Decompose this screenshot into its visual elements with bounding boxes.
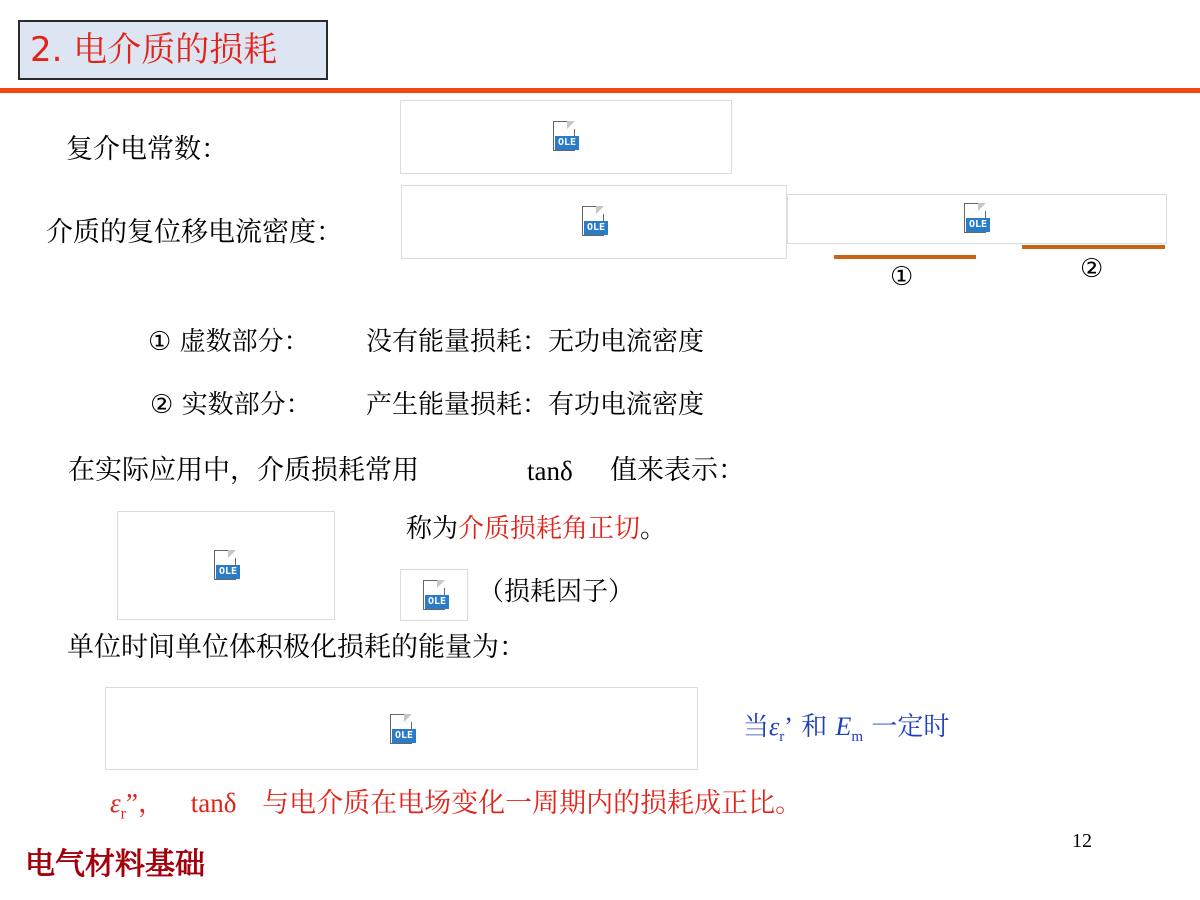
practice-suffix: 值来表示： bbox=[610, 455, 745, 486]
imag-part-label: ① 虚数部分： bbox=[148, 327, 310, 357]
ole-object-displacement[interactable] bbox=[401, 185, 787, 259]
slide-title: 2. 电介质的损耗 bbox=[30, 30, 278, 70]
imag-part-desc: 没有能量损耗：无功电流密度 bbox=[366, 327, 705, 357]
ole-object-loss-factor[interactable] bbox=[400, 569, 468, 621]
complex-displacement-label: 介质的复位移电流密度： bbox=[46, 217, 343, 248]
complex-permittivity-label: 复介电常数： bbox=[66, 134, 228, 165]
underline-real-term bbox=[1022, 245, 1165, 249]
practice-prefix: 在实际应用中，介质损耗常用 bbox=[68, 455, 419, 486]
condition-note: 当$\varepsilon_r$’ 和 $E_m$ 一定时 bbox=[743, 712, 950, 746]
real-part-desc: 产生能量损耗：有功电流密度 bbox=[366, 390, 705, 420]
footer-course-title: 电气材料基础 bbox=[25, 847, 205, 882]
ole-object-energy[interactable] bbox=[105, 687, 698, 770]
ole-icon: OLE bbox=[553, 121, 579, 155]
ole-object-tan-delta[interactable] bbox=[117, 511, 335, 620]
ole-icon: OLE bbox=[964, 203, 990, 237]
title-rule bbox=[0, 88, 1200, 93]
loss-factor-label: （损耗因子） bbox=[478, 577, 635, 607]
ole-icon: OLE bbox=[390, 714, 416, 748]
mark-one: ① bbox=[890, 262, 914, 292]
mark-two: ② bbox=[1080, 254, 1104, 284]
called-line: 称为介质损耗角正切。 bbox=[406, 514, 667, 544]
real-part-label: ② 实数部分： bbox=[150, 390, 312, 420]
ole-object-decomposition[interactable] bbox=[787, 194, 1167, 244]
ole-icon: OLE bbox=[582, 206, 608, 240]
loss-tangent-term: 介质损耗角正切 bbox=[458, 514, 641, 544]
page-number: 12 bbox=[1072, 830, 1092, 852]
tan-delta: tanδ bbox=[527, 456, 573, 486]
ole-icon: OLE bbox=[214, 550, 240, 584]
ole-icon: OLE bbox=[423, 580, 449, 614]
proportional-statement: $\varepsilon_r$”， tanδ 与电介质在电场变化一周期内的损耗成正比。 bbox=[110, 788, 803, 823]
ole-object-permittivity[interactable] bbox=[400, 100, 732, 174]
per-unit-energy-label: 单位时间单位体积极化损耗的能量为： bbox=[67, 632, 526, 663]
underline-imag-term bbox=[834, 255, 976, 259]
